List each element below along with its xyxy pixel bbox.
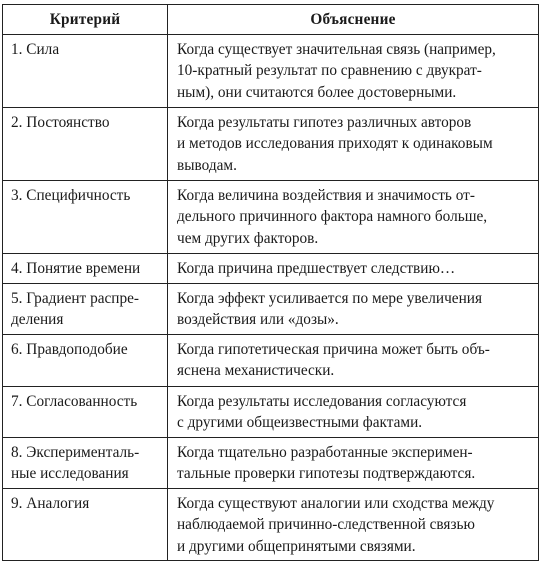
criterion-cell <box>3 181 168 254</box>
criteria-table-container <box>2 4 538 561</box>
table-row <box>3 284 539 335</box>
criterion-cell <box>3 108 168 181</box>
explanation-text: дельного причинного фактора намного больше, <box>177 208 488 226</box>
criterion-text: ные исследования <box>11 465 129 483</box>
explanation-cell <box>168 387 539 438</box>
table-row <box>3 335 539 387</box>
criterion-cell <box>3 284 168 335</box>
table-row <box>3 181 539 254</box>
criterion-text: 7. Согласованность <box>11 393 138 410</box>
explanation-text: и методов исследования приходят к одинаковым <box>177 135 493 153</box>
explanation-text: Когда эффект усиливается по мере увеличения <box>177 290 482 307</box>
criterion-text: 5. Градиент распре- <box>11 290 140 307</box>
explanation-text: яснена механистически. <box>177 362 335 380</box>
table-row <box>3 108 539 181</box>
explanation-text: Когда результаты гипотез различных авторов <box>177 114 472 131</box>
criterion-text: 9. Аналогия <box>11 495 90 512</box>
explanation-text: Когда причина предшествует следствию… <box>177 260 456 277</box>
explanation-cell <box>168 108 539 181</box>
explanation-text: Когда гипотетическая причина может быть объ- <box>177 341 490 358</box>
explanation-text: выводам. <box>177 156 237 174</box>
explanation-cell <box>168 35 539 108</box>
explanation-text: 10-кратный результат по сравнению с двукрат- <box>177 62 482 80</box>
explanation-cell <box>168 284 539 335</box>
criterion-text: 2. Постоянство <box>11 114 110 131</box>
explanation-text: Когда результаты исследования согласуются <box>177 393 467 410</box>
table-row <box>3 35 539 108</box>
criterion-cell <box>3 489 168 561</box>
criterion-text: 6. Правдоподобие <box>11 341 128 358</box>
criterion-cell <box>3 254 168 284</box>
criterion-cell <box>3 438 168 489</box>
explanation-text: Когда существует значительная связь (например, <box>177 41 496 58</box>
criterion-text: 8. Эксперименталь- <box>11 444 140 461</box>
criterion-cell <box>3 335 168 387</box>
explanation-text: наблюдаемой причинно-следственной связью <box>177 516 475 534</box>
explanation-text: ным), они считаются более достоверными. <box>177 83 457 101</box>
criterion-text: деления <box>11 311 64 329</box>
criterion-cell <box>3 387 168 438</box>
table-row <box>3 438 539 489</box>
explanation-text: чем других факторов. <box>177 229 319 247</box>
explanation-text: Когда тщательно разработанные эксперимен- <box>177 444 473 461</box>
explanation-text: воздействия или «дозы». <box>177 311 339 329</box>
criterion-text: 3. Специфичность <box>11 187 131 204</box>
explanation-text: Когда величина воздействия и значимость от- <box>177 187 475 204</box>
table-row <box>3 387 539 438</box>
column-header-criterion: Критерий <box>3 5 168 35</box>
criteria-table <box>2 4 539 561</box>
explanation-cell <box>168 335 539 387</box>
table-header-row <box>3 5 539 35</box>
explanation-cell <box>168 254 539 284</box>
table-row <box>3 489 539 561</box>
criterion-cell <box>3 35 168 108</box>
table-row <box>3 254 539 284</box>
explanation-cell <box>168 181 539 254</box>
criterion-text: 1. Сила <box>11 41 60 58</box>
explanation-cell <box>168 489 539 561</box>
explanation-text: тальные проверки гипотезы подтверждаются. <box>177 465 476 483</box>
explanation-cell <box>168 438 539 489</box>
criterion-text: 4. Понятие времени <box>11 260 141 277</box>
explanation-text: и другими общепринятыми связями. <box>177 537 416 555</box>
column-header-explanation: Объяснение <box>168 5 539 35</box>
explanation-text: Когда существуют аналогии или сходства между <box>177 495 495 512</box>
explanation-text: с другими общеизвестными фактами. <box>177 414 423 432</box>
